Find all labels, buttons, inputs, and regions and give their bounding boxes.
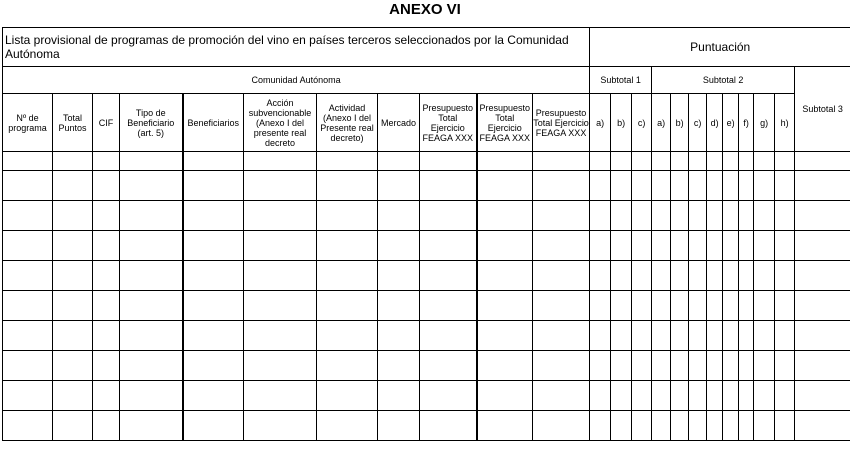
table-cell (632, 231, 652, 261)
table-row (3, 201, 850, 231)
table-row (3, 231, 850, 261)
table-cell (420, 261, 477, 291)
col-s2-h: h) (775, 94, 795, 152)
table-cell (632, 381, 652, 411)
table-cell (378, 231, 420, 261)
table-cell (632, 152, 652, 171)
table-cell (739, 152, 754, 171)
table-cell (183, 381, 244, 411)
col-s2-d: d) (707, 94, 723, 152)
table-cell (689, 171, 707, 201)
table-cell (183, 351, 244, 381)
table-cell (739, 381, 754, 411)
table-cell (120, 231, 183, 261)
table-cell (378, 411, 420, 441)
table-cell (317, 231, 378, 261)
table-cell (533, 321, 590, 351)
table-cell (689, 261, 707, 291)
table-cell (739, 321, 754, 351)
table-cell (775, 291, 795, 321)
col-presupuesto-2: Presupuesto Total Ejercicio FEAGA XXX (477, 94, 533, 152)
table-cell (317, 411, 378, 441)
table-cell (632, 291, 652, 321)
table-cell (477, 411, 533, 441)
col-actividad: Actividad (Anexo I del Presente real decreto) (317, 94, 378, 152)
table-cell (3, 171, 53, 201)
table-cell (754, 381, 775, 411)
table-cell (477, 291, 533, 321)
table-row (3, 321, 850, 351)
table-cell (795, 231, 850, 261)
table-cell (93, 381, 120, 411)
table-cell (707, 351, 723, 381)
col-s2-b: b) (671, 94, 689, 152)
table-cell (533, 201, 590, 231)
table-cell (3, 201, 53, 231)
table-cell (317, 201, 378, 231)
table-cell (53, 291, 93, 321)
table-cell (378, 171, 420, 201)
table-body (3, 152, 850, 441)
col-presupuesto-3: Presupuesto Total Ejercicio FEAGA XXX (533, 94, 590, 152)
table-cell (754, 152, 775, 171)
table-cell (652, 351, 671, 381)
table-cell (611, 261, 632, 291)
table-cell (652, 201, 671, 231)
table-cell (754, 231, 775, 261)
table-cell (689, 381, 707, 411)
table-cell (689, 291, 707, 321)
table-cell (754, 171, 775, 201)
table-cell (533, 291, 590, 321)
table-cell (652, 171, 671, 201)
table-cell (244, 321, 317, 351)
table-cell (93, 152, 120, 171)
table-cell (795, 351, 850, 381)
table-cell (739, 231, 754, 261)
table-cell (477, 231, 533, 261)
table-cell (590, 152, 611, 171)
table-cell (477, 171, 533, 201)
table-row (3, 411, 850, 441)
annex-table (2, 27, 850, 441)
table-cell (723, 231, 739, 261)
col-accion: Acción subvencionable (Anexo I del presente real decreto (244, 94, 317, 152)
table-cell (723, 261, 739, 291)
table-cell (183, 291, 244, 321)
table-cell (671, 411, 689, 441)
table-cell (53, 152, 93, 171)
table-cell (671, 171, 689, 201)
table-cell (707, 321, 723, 351)
table-cell (723, 291, 739, 321)
table-cell (120, 261, 183, 291)
table-cell (671, 152, 689, 171)
table-cell (590, 321, 611, 351)
table-cell (244, 261, 317, 291)
table-cell (244, 381, 317, 411)
table-cell (795, 321, 850, 351)
table-cell (775, 351, 795, 381)
table-cell (611, 152, 632, 171)
col-s2-g: g) (754, 94, 775, 152)
col-s2-f: f) (739, 94, 754, 152)
table-cell (689, 321, 707, 351)
table-cell (707, 231, 723, 261)
col-s2-e: e) (723, 94, 739, 152)
table-cell (477, 321, 533, 351)
table-cell (689, 411, 707, 441)
table-cell (723, 351, 739, 381)
table-cell (652, 321, 671, 351)
table-cell (420, 411, 477, 441)
table-cell (3, 152, 53, 171)
table-cell (120, 201, 183, 231)
table-cell (120, 152, 183, 171)
table-cell (93, 231, 120, 261)
table-cell (739, 171, 754, 201)
table-cell (533, 381, 590, 411)
table-cell (93, 351, 120, 381)
table-cell (378, 351, 420, 381)
table-cell (754, 291, 775, 321)
comunidad-header: Comunidad Autónoma (3, 67, 590, 94)
table-cell (590, 411, 611, 441)
table-cell (317, 171, 378, 201)
table-cell (120, 321, 183, 351)
table-cell (3, 381, 53, 411)
table-cell (723, 321, 739, 351)
table-cell (183, 152, 244, 171)
table-cell (3, 291, 53, 321)
table-cell (590, 171, 611, 201)
table-cell (689, 231, 707, 261)
table-cell (533, 261, 590, 291)
table-cell (378, 152, 420, 171)
table-cell (53, 231, 93, 261)
table-cell (739, 201, 754, 231)
table-cell (671, 201, 689, 231)
table-cell (244, 171, 317, 201)
table-cell (420, 152, 477, 171)
table-cell (533, 152, 590, 171)
table-cell (420, 171, 477, 201)
table-cell (244, 351, 317, 381)
table-cell (244, 152, 317, 171)
table-cell (244, 231, 317, 261)
table-cell (671, 381, 689, 411)
col-s1-c: c) (632, 94, 652, 152)
table-cell (775, 201, 795, 231)
table-cell (689, 351, 707, 381)
table-cell (477, 201, 533, 231)
table-cell (183, 231, 244, 261)
table-cell (652, 291, 671, 321)
table-cell (317, 291, 378, 321)
table-cell (590, 381, 611, 411)
col-cif: CIF (93, 94, 120, 152)
table-cell (420, 201, 477, 231)
table-cell (590, 201, 611, 231)
table-cell (53, 351, 93, 381)
table-cell (590, 231, 611, 261)
table-cell (93, 411, 120, 441)
table-cell (775, 152, 795, 171)
page-title: ANEXO VI (389, 1, 461, 18)
table-cell (707, 381, 723, 411)
table-cell (754, 411, 775, 441)
table-cell (795, 411, 850, 441)
table-cell (671, 321, 689, 351)
table-cell (378, 261, 420, 291)
table-cell (533, 171, 590, 201)
table-cell (53, 381, 93, 411)
table-cell (707, 152, 723, 171)
table-cell (632, 201, 652, 231)
table-cell (317, 261, 378, 291)
table-cell (183, 201, 244, 231)
table-cell (590, 351, 611, 381)
table-caption: Lista provisional de programas de promoción del vino en países terceros seleccionados por la Comunidad Autónoma (3, 28, 590, 67)
table-cell (795, 291, 850, 321)
table-cell (611, 411, 632, 441)
table-cell (632, 171, 652, 201)
table-cell (707, 291, 723, 321)
table-cell (723, 152, 739, 171)
table-cell (120, 171, 183, 201)
table-cell (317, 381, 378, 411)
table-cell (652, 261, 671, 291)
table-cell (707, 411, 723, 441)
table-cell (120, 291, 183, 321)
col-s2-a: a) (652, 94, 671, 152)
subtotal1-header: Subtotal 1 (590, 67, 652, 94)
table-cell (795, 201, 850, 231)
table-cell (477, 381, 533, 411)
table-cell (590, 261, 611, 291)
table-cell (632, 351, 652, 381)
col-s1-b: b) (611, 94, 632, 152)
table-cell (671, 231, 689, 261)
table-cell (120, 411, 183, 441)
table-cell (707, 261, 723, 291)
col-mercado: Mercado (378, 94, 420, 152)
table-cell (723, 381, 739, 411)
table-cell (533, 351, 590, 381)
table-cell (420, 381, 477, 411)
puntuacion-header: Puntuación (590, 28, 850, 67)
table-cell (652, 152, 671, 171)
col-s1-a: a) (590, 94, 611, 152)
table-cell (723, 201, 739, 231)
table-cell (53, 201, 93, 231)
table-cell (533, 411, 590, 441)
table-cell (775, 231, 795, 261)
table-cell (611, 321, 632, 351)
table-row (3, 261, 850, 291)
table-cell (632, 411, 652, 441)
table-row (3, 381, 850, 411)
table-cell (183, 321, 244, 351)
table-cell (420, 321, 477, 351)
table-cell (244, 291, 317, 321)
table-cell (632, 321, 652, 351)
table-cell (533, 231, 590, 261)
table-cell (183, 261, 244, 291)
table-cell (689, 201, 707, 231)
table-cell (652, 411, 671, 441)
table-cell (611, 291, 632, 321)
table-cell (723, 171, 739, 201)
subtotal3-header: Subtotal 3 (795, 67, 850, 152)
table-cell (739, 351, 754, 381)
table-cell (611, 201, 632, 231)
table-cell (739, 411, 754, 441)
table-cell (632, 261, 652, 291)
table-cell (723, 411, 739, 441)
col-beneficiarios: Beneficiarios (183, 94, 244, 152)
table-cell (3, 261, 53, 291)
table-cell (317, 321, 378, 351)
table-cell (3, 321, 53, 351)
table-cell (739, 291, 754, 321)
table-cell (93, 291, 120, 321)
table-cell (590, 291, 611, 321)
table-cell (93, 321, 120, 351)
table-cell (795, 381, 850, 411)
table-cell (775, 381, 795, 411)
table-cell (420, 231, 477, 261)
table-cell (378, 291, 420, 321)
table-cell (3, 411, 53, 441)
table-cell (477, 351, 533, 381)
table-cell (317, 152, 378, 171)
table-cell (120, 351, 183, 381)
table-cell (93, 171, 120, 201)
table-cell (754, 261, 775, 291)
table-cell (689, 152, 707, 171)
subtotal2-header: Subtotal 2 (652, 67, 795, 94)
table-cell (611, 231, 632, 261)
table-cell (378, 321, 420, 351)
table-cell (93, 261, 120, 291)
table-cell (378, 201, 420, 231)
table-cell (420, 351, 477, 381)
table-cell (53, 261, 93, 291)
table-cell (795, 171, 850, 201)
table-cell (611, 171, 632, 201)
table-cell (707, 201, 723, 231)
table-cell (183, 171, 244, 201)
table-cell (3, 351, 53, 381)
table-row (3, 351, 850, 381)
table-cell (378, 381, 420, 411)
table-cell (652, 381, 671, 411)
table-cell (244, 201, 317, 231)
table-row (3, 152, 850, 171)
table-cell (754, 201, 775, 231)
col-n-programa: Nº de programa (3, 94, 53, 152)
table-cell (420, 291, 477, 321)
table-cell (53, 321, 93, 351)
table-cell (652, 231, 671, 261)
table-cell (611, 351, 632, 381)
table-cell (3, 231, 53, 261)
table-cell (739, 261, 754, 291)
table-cell (93, 201, 120, 231)
table-cell (53, 411, 93, 441)
table-cell (754, 351, 775, 381)
table-cell (775, 321, 795, 351)
table-cell (611, 381, 632, 411)
table-cell (671, 261, 689, 291)
table-cell (244, 411, 317, 441)
table-cell (754, 321, 775, 351)
table-cell (317, 351, 378, 381)
table-cell (120, 381, 183, 411)
table-cell (671, 351, 689, 381)
table-cell (795, 261, 850, 291)
table-cell (707, 171, 723, 201)
table-cell (775, 411, 795, 441)
table-row (3, 291, 850, 321)
table-row (3, 171, 850, 201)
col-total-puntos: Total Puntos (53, 94, 93, 152)
table-cell (795, 152, 850, 171)
table-cell (775, 171, 795, 201)
table-cell (775, 261, 795, 291)
table-cell (53, 171, 93, 201)
col-presupuesto-1: Presupuesto Total Ejercicio FEAGA XXX (420, 94, 477, 152)
table-cell (183, 411, 244, 441)
table-cell (671, 291, 689, 321)
table-cell (477, 152, 533, 171)
col-tipo-beneficiario: Tipo de Beneficiario (art. 5) (120, 94, 183, 152)
col-s2-c: c) (689, 94, 707, 152)
table-cell (477, 261, 533, 291)
